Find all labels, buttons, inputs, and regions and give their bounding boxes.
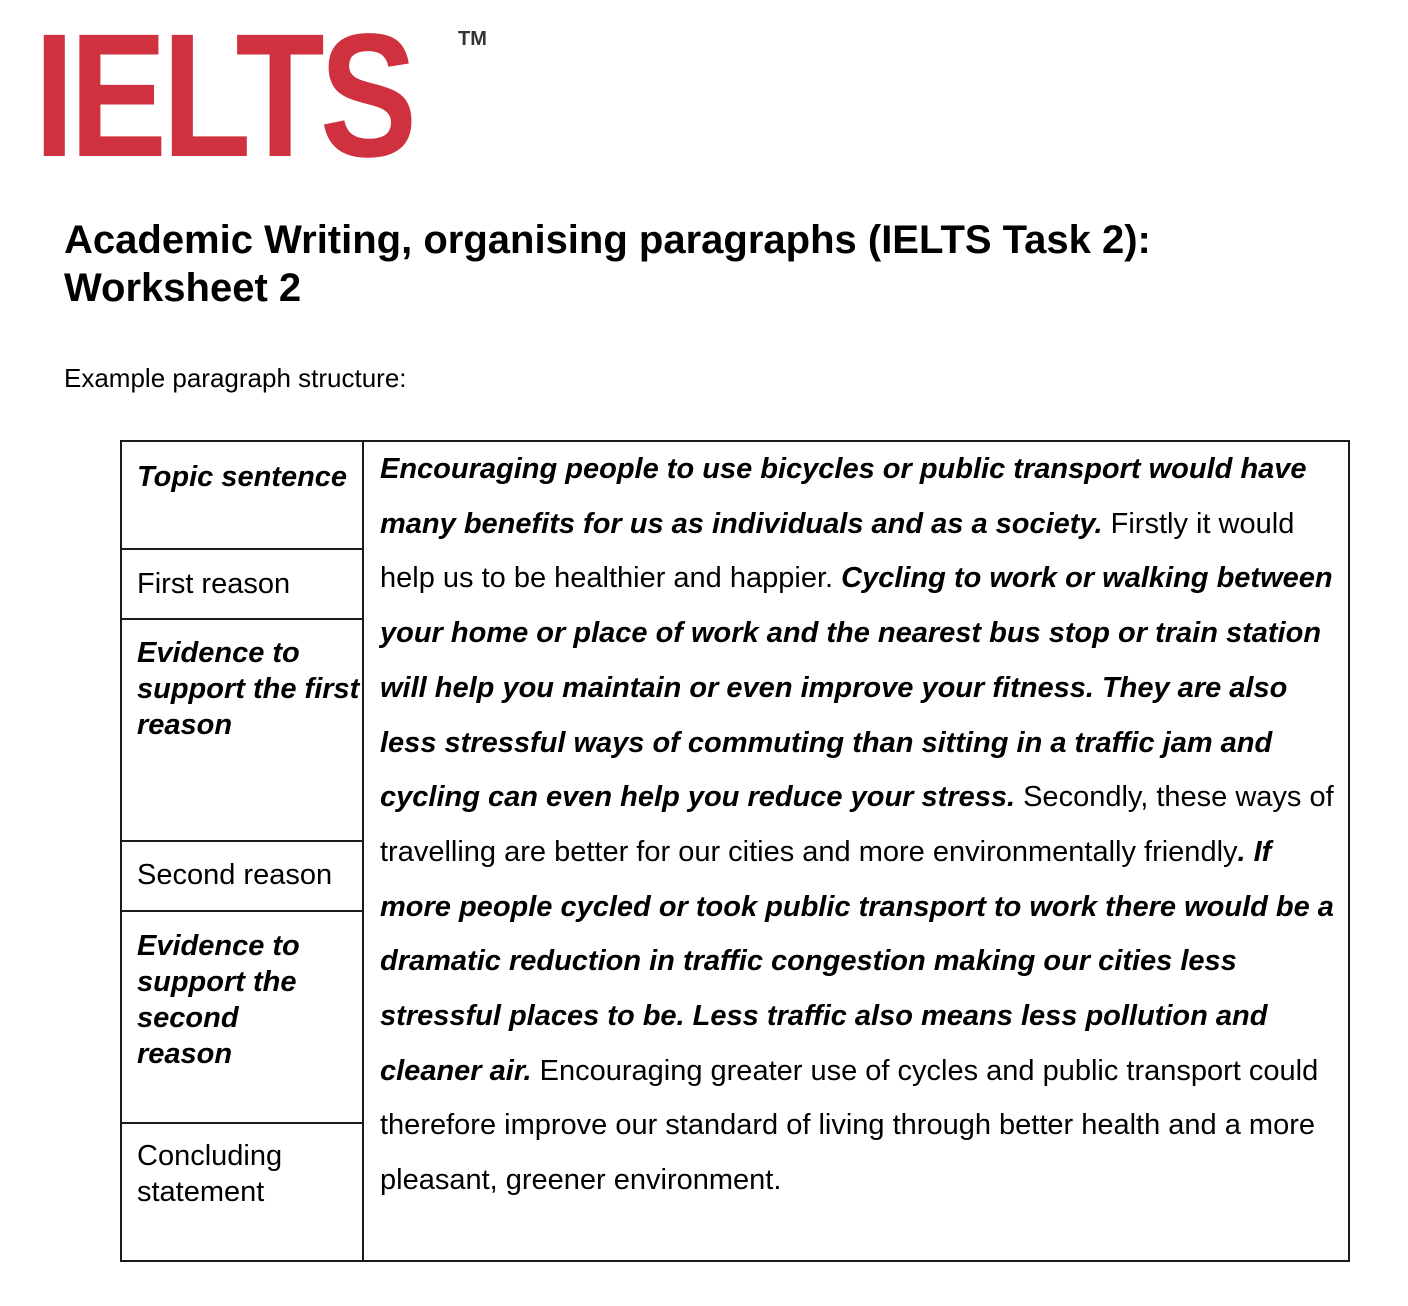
- label-topic-sentence: Topic sentence: [122, 442, 362, 550]
- label-evidence-first-reason: Evidence to support the first reason: [122, 620, 362, 842]
- ielts-logo: [34, 0, 490, 194]
- intro-text: Example paragraph structure:: [64, 363, 407, 393]
- logo-wordmark: IELTS: [34, 0, 413, 194]
- label-first-reason: First reason: [122, 550, 362, 620]
- trademark-symbol: TM: [458, 28, 487, 50]
- structure-labels-column: [122, 442, 364, 1260]
- concluding-statement-text: Encouraging greater use of cycles and public transport could therefore improve our standard of living through better health and a more pleasant, greener environment.: [380, 1054, 1319, 1197]
- example-paragraph: [380, 442, 1342, 1208]
- page-title: Academic Writing, organising paragraphs (IELTS Task 2): Worksheet 2: [64, 218, 1151, 310]
- label-second-reason: Second reason: [122, 842, 362, 912]
- first-reason-text: Firstly it would help us to be healthier and happier.: [380, 507, 1295, 595]
- first-evidence-text: Cycling to work or walking between your home or place of work and the nearest bus stop or train station will help you maintain or even improve your fitness. They are also less stressful ways of commuting than sitting in a traffic jam and cycling can even help you reduce your stress.: [380, 562, 1333, 814]
- second-evidence-text: . If more people cycled or took public transport to work there would be a dramatic reduction in traffic congestion making our cities less stressful places to be. Less traffic also means less pollution and cleaner air.: [380, 835, 1334, 1087]
- label-evidence-second-reason: Evidence to support the second reason: [122, 912, 362, 1124]
- second-reason-text: Secondly, these ways of travelling are better for our cities and more environmentally friendly: [380, 781, 1334, 868]
- paragraph-structure-table: [120, 440, 1350, 1262]
- label-concluding-statement: Concluding statement: [137, 1140, 283, 1208]
- topic-sentence-text: Encouraging people to use bicycles or public transport would have many benefits for us as individuals and as a society.: [380, 453, 1307, 540]
